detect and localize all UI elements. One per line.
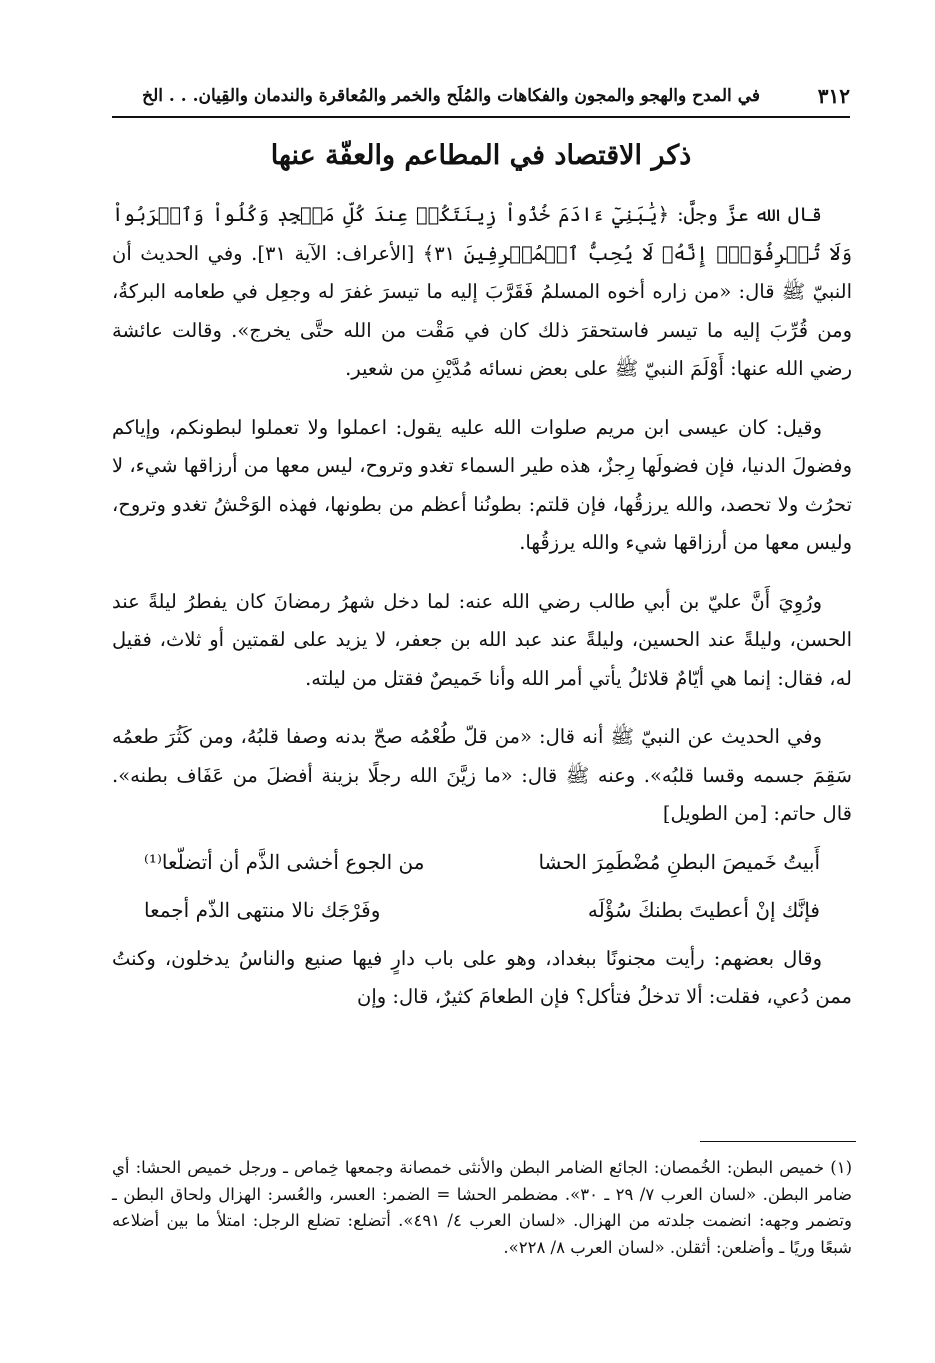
- main-text: [112, 196, 852, 1017]
- verse-line: [112, 886, 852, 934]
- paragraph: قال الله عزَّ وجلَّ: ﴿يَٰبَنِيٓ ءَادَمَ خُذُواْ زِينَتَكُمۡ عِندَ كُلِّ مَسۡجِدٖ وَكُلُواْ وَٱشۡرَبُواْ وَلَا تُسۡرِفُوٓاْۚ إِنَّهُۥ لَا يُحِبُّ ٱلۡمُسۡرِفِينَ ٣١﴾ [الأعراف: الآية ٣١]. وفي الحديث أن النبيّ ﷺ قال: «من زاره أخوه المسلمُ فَقَرَّبَ إليه ما تيسرَ غفرَ له وجعِل في طعامه البركةُ، ومن قُرِّبَ إليه ما تيسر فاستحقرَ ذلك كان في مَقْت من الله حتَّى يخرج». وقالت عائشة رضي الله عنها: أَوْلَمَ النبيّ ﷺ على بعض نسائه مُدَّيْنِ من شعير.: [112, 203, 853, 380]
- paragraph: وفي الحديث عن النبيّ ﷺ أنه قال: «من قلّ طُعْمُه صحّ بدنه وصفا قلبُهُ، ومن كَثُرَ طعمُه سَقِمَ جسمه وقسا قلبُه». وعنه ﷺ قال: «ما زيَّنَ الله رجلًا بزينة أفضلَ من عَفَاف بطنه». قال حاتم: [من الطويل]: [112, 725, 852, 825]
- running-header: [112, 82, 850, 118]
- running-title: في المدح والهجو والمجون والفكاهات والمُلَح والخمر والمُعاقرة والندمان والقِيان. . . الخ: [142, 86, 760, 106]
- footnote: [112, 1155, 852, 1261]
- verse-line: [112, 838, 852, 886]
- paragraph: وقال بعضهم: رأيت مجنونًا ببغداد، وهو على باب دارٍ فيها صنيع والناسُ يدخلون، وكنتُ ممن دُعي، فقلت: ألا تدخلُ فتأكل؟ فإن الطعامَ كثيرٌ، قال: وإن: [112, 946, 852, 1008]
- verse-hemistich-second: وفَرْجَك نالا منتهى الذّم أجمعا: [144, 897, 381, 922]
- header-rule: [112, 116, 850, 118]
- footnote-text: (١) خميص البطن: الخُمصان: الجائع الضامر البطن والأنثى خمصانة وجمعها خِماص ـ ورجل خميص الحشا: أي ضامر البطن. «لسان العرب ٧/ ٢٩ ـ ٣٠». مضطمر الحشا = الضمر: العسر، والعُسر: الهزال ولحاق البطن ـ وتضمر وجهه: انضمت جلدته من الهزال. «لسان العرب ٤/ ٤٩١». أتضلع: تضلع الرجل: امتلأ ما بين أضلاعه شبعًا وريًا ـ وأضلعن: أثقلن. «لسان العرب ٨/ ٢٢٨».: [112, 1158, 852, 1257]
- paragraph: وقيل: كان عيسى ابن مريم صلوات الله عليه يقول: اعملوا ولا تعملوا لبطونكم، وإياكم وفضولَ الدنيا، فإن فضولَها رِجزٌ، هذه طير السماء تغدو وتروح، ليس معها من أرزاقها شيء، لا تحرُث ولا تحصد، والله يرزقُها، فإن قلتم: بطونُنا أعظم من بطونها، فهذه الوَحْشُ تغدو وتروح، وليس معها من أرزاقها شيء والله يرزقُها.: [112, 415, 852, 554]
- verse-hemistich-second: من الجوع أخشى الذَّم أن أتضلّعا⁽¹⁾: [144, 849, 425, 874]
- footnote-rule: [700, 1141, 856, 1142]
- verse-hemistich-first: أَبيتُ خَميصَ البطنِ مُضْطَمِرَ الحشا: [538, 849, 820, 874]
- paragraph: ورُوِيَ أَنَّ عليّ بن أبي طالب رضي الله عنه: لما دخل شهرُ رمضانَ كان يفطرُ ليلةً عند الحسن، وليلةً عند الحسين، وليلةً عند عبد الله بن جعفر، لا يزيد على لقمتين أو ثلاث، فقيل له، فقال: إنما هي أيّامٌ قلائلُ يأتي أمر الله وأنا خَميصٌ فقتل من ليلته.: [112, 589, 852, 690]
- page-number: ٣١٢: [817, 84, 850, 108]
- verse-hemistich-first: فإنَّك إنْ أعطيتَ بطنكَ سُؤْلَه: [587, 897, 820, 922]
- poem: [112, 838, 852, 934]
- section-title: ذكر الاقتصاد في المطاعم والعفّة عنها: [270, 140, 692, 171]
